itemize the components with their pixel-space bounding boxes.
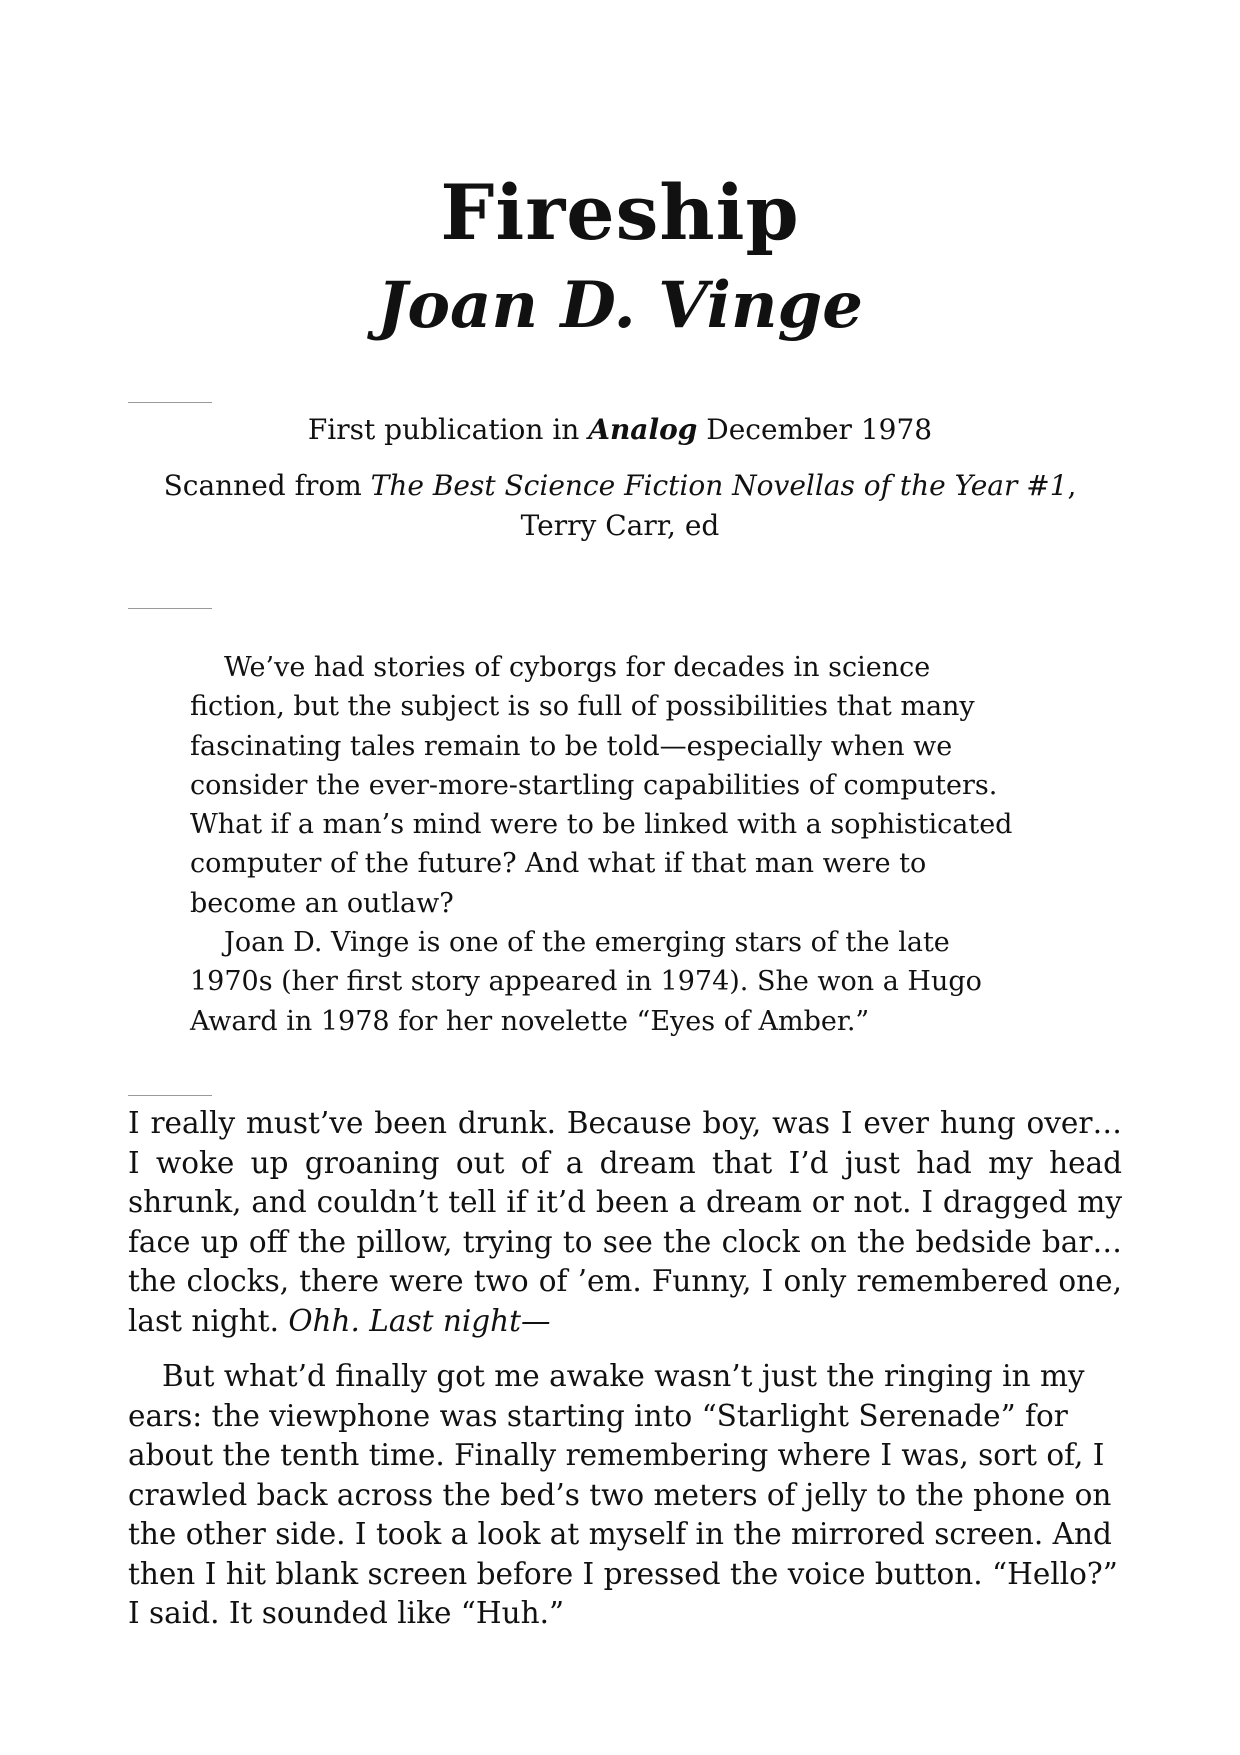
story-body — [128, 1104, 1122, 1634]
first-publication-prefix: First publication in — [307, 413, 589, 446]
intro-paragraph: Joan D. Vinge is one of the emerging stars of the late 1970s (her first story appeared in 1974). She won a Hugo Award in 1978 for her novelette “Eyes of Amber.” — [190, 927, 982, 1037]
editor-line: Terry Carr, ed — [520, 509, 720, 542]
story-paragraph: But what’d finally got me awake wasn’t just the ringing in my ears: the viewphone was starting into “Starlight Serenade” for about the tenth time. Finally remembering where I was, sort of, I crawled back across the bed’s two meters of jelly to the phone on the other side. I took a look at myself in the mirrored screen. And then I hit blank screen before I pressed the voice button. “Hello?” I said. It sounded like “Huh.” — [128, 1359, 1118, 1630]
story-italic-text: Ohh. Last night— — [288, 1303, 551, 1338]
publication-date: December 1978 — [697, 413, 933, 446]
story-paragraph — [128, 1104, 1122, 1341]
scanned-from-line — [128, 466, 1112, 506]
scanned-suffix: , — [1067, 469, 1077, 502]
anthology-title: The Best Science Fiction Novellas of the Year #1 — [370, 469, 1068, 502]
story-paragraph-text: I really must’ve been drunk. Because boy, was I ever hung over… I woke up groaning out of a dream that I’d just had my head shrunk, and couldn’t tell if it’d been a dream or not. I dragged my face up off the pillow, trying to see the clock on the bedside bar… the clocks, there were two of ’em. Funny, I only remembered one, last night. — [128, 1106, 1122, 1338]
story-title: Fireship — [440, 168, 800, 257]
magazine-name: Analog — [588, 413, 698, 446]
section-divider — [128, 608, 212, 609]
publication-info — [128, 410, 1112, 546]
scanned-prefix: Scanned from — [163, 469, 371, 502]
first-publication-line — [128, 410, 1112, 450]
section-divider — [128, 1095, 212, 1096]
editor-introduction — [190, 648, 1020, 1041]
author-name: Joan D. Vinge — [377, 268, 863, 343]
intro-paragraph: We’ve had stories of cyborgs for decades in science fiction, but the subject is so full of possibilities that many fascinating tales remain to be told—especially when we consider the ever-more-startling capabilities of computers. What if a man’s mind were to be linked with a sophisticated computer of the future? And what if that man were to become an outlaw? — [190, 652, 1013, 919]
section-divider — [128, 402, 212, 403]
